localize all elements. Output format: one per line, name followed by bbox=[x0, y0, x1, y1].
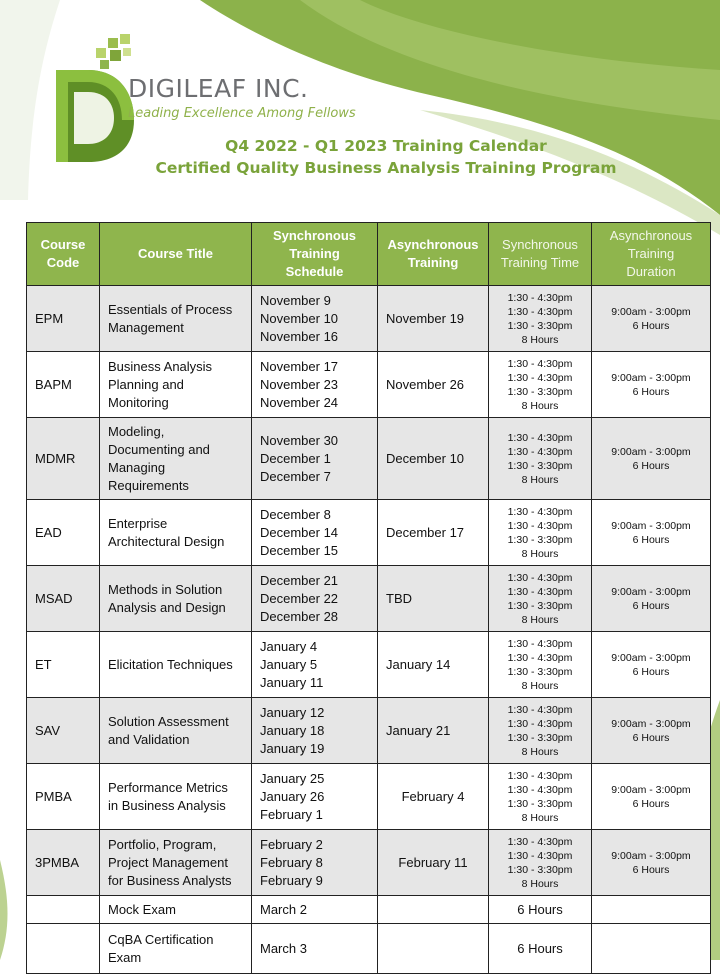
sync-time-cell bbox=[489, 566, 592, 632]
course-title-cell-text: Solution Assessment bbox=[108, 713, 229, 729]
sync-schedule-cell-text: January 12 bbox=[260, 704, 325, 720]
sync-time-cell-text: 1:30 - 4:30pm bbox=[507, 505, 573, 518]
course-title-cell-text: and Validation bbox=[108, 731, 190, 747]
async-duration-cell-text: 9:00am - 3:00pm bbox=[611, 783, 691, 796]
course-code-cell bbox=[27, 500, 100, 566]
async-duration-cell bbox=[592, 418, 711, 500]
col-header-sync-schedule bbox=[252, 223, 378, 286]
sync-schedule-cell-text: December 22 bbox=[260, 590, 339, 606]
table-row bbox=[27, 632, 711, 698]
async-duration-cell-text: 6 Hours bbox=[632, 319, 670, 332]
header-text: Training bbox=[407, 255, 459, 270]
course-code-cell bbox=[27, 896, 100, 924]
sync-time-cell-text: 1:30 - 4:30pm bbox=[507, 637, 573, 650]
sync-time-cell bbox=[489, 500, 592, 566]
course-title-cell bbox=[100, 896, 252, 924]
async-training-cell bbox=[378, 698, 489, 764]
sync-time-cell bbox=[489, 830, 592, 896]
async-training-cell-text: December 17 bbox=[386, 524, 465, 540]
course-code-cell-text: MSAD bbox=[35, 590, 73, 606]
sync-schedule-cell-text: January 5 bbox=[260, 656, 318, 672]
sync-schedule-cell-text: November 24 bbox=[260, 394, 339, 410]
sync-schedule-cell-text: January 26 bbox=[260, 788, 325, 804]
course-title-cell-text: Planning and bbox=[108, 376, 184, 392]
header-text: Synchronous bbox=[502, 237, 578, 252]
sync-time-cell-text: 1:30 - 3:30pm bbox=[507, 459, 573, 472]
col-header-async-training bbox=[378, 223, 489, 286]
col-header-async-duration bbox=[592, 223, 711, 286]
course-title-cell-text: CqBA Certification bbox=[108, 931, 214, 947]
sync-time-cell-text: 8 Hours bbox=[521, 473, 559, 486]
table-header-row bbox=[27, 223, 711, 286]
sync-time-cell bbox=[489, 286, 592, 352]
header-text: Course bbox=[40, 237, 86, 252]
async-training-cell bbox=[378, 352, 489, 418]
course-title-cell-text: Methods in Solution bbox=[108, 581, 223, 597]
table-row bbox=[27, 896, 711, 924]
course-code-cell bbox=[27, 418, 100, 500]
course-title-cell bbox=[100, 500, 252, 566]
course-title-cell bbox=[100, 418, 252, 500]
sync-time-cell-text: 1:30 - 4:30pm bbox=[507, 783, 573, 796]
sync-time-cell-text: 8 Hours bbox=[521, 811, 559, 824]
async-training-cell-text: November 19 bbox=[386, 310, 465, 326]
sync-schedule-cell bbox=[252, 352, 378, 418]
course-code-cell bbox=[27, 698, 100, 764]
async-training-cell bbox=[378, 418, 489, 500]
sync-schedule-cell-text: February 8 bbox=[260, 854, 323, 870]
col-header-course-code bbox=[27, 223, 100, 286]
header-text: Course Title bbox=[138, 246, 213, 261]
sync-time-cell-text: 1:30 - 4:30pm bbox=[507, 371, 573, 384]
async-training-cell-text: December 10 bbox=[386, 450, 465, 466]
sync-schedule-cell bbox=[252, 830, 378, 896]
sync-time-cell bbox=[489, 632, 592, 698]
course-title-cell-text: Portfolio, Program, bbox=[108, 836, 217, 852]
sync-time-cell bbox=[489, 698, 592, 764]
sync-schedule-cell bbox=[252, 764, 378, 830]
sync-time-cell-text: 1:30 - 3:30pm bbox=[507, 731, 573, 744]
sync-time-cell bbox=[489, 896, 592, 924]
async-duration-cell-text: 9:00am - 3:00pm bbox=[611, 445, 691, 458]
sync-schedule-cell-text: December 28 bbox=[260, 608, 339, 624]
course-title-cell-text: Management bbox=[108, 319, 184, 335]
async-training-cell-text: February 4 bbox=[401, 788, 465, 804]
course-code-cell bbox=[27, 286, 100, 352]
sync-schedule-cell-text: December 1 bbox=[260, 450, 331, 466]
async-duration-cell bbox=[592, 924, 711, 974]
sync-time-cell-text: 8 Hours bbox=[521, 877, 559, 890]
course-title-cell-text: Mock Exam bbox=[108, 901, 176, 917]
course-code-cell-text: EAD bbox=[35, 524, 62, 540]
course-code-cell-text: SAV bbox=[35, 722, 61, 738]
course-title-cell bbox=[100, 566, 252, 632]
header-text: Code bbox=[46, 255, 80, 270]
table-row bbox=[27, 698, 711, 764]
training-calendar-table bbox=[26, 222, 711, 974]
async-duration-cell bbox=[592, 632, 711, 698]
sync-time-cell-text: 1:30 - 3:30pm bbox=[507, 797, 573, 810]
async-training-cell bbox=[378, 764, 489, 830]
sync-schedule-cell-text: December 8 bbox=[260, 506, 331, 522]
async-training-cell bbox=[378, 286, 489, 352]
course-title-cell-text: Documenting and bbox=[108, 441, 210, 457]
course-code-cell bbox=[27, 830, 100, 896]
course-title-cell bbox=[100, 698, 252, 764]
sync-schedule-cell bbox=[252, 632, 378, 698]
async-training-cell-text: November 26 bbox=[386, 376, 465, 392]
sync-schedule-cell-text: December 14 bbox=[260, 524, 339, 540]
sync-time-cell bbox=[489, 352, 592, 418]
col-header-course-title bbox=[100, 223, 252, 286]
sync-schedule-cell-text: January 25 bbox=[260, 770, 325, 786]
course-title-cell-text: Managing bbox=[108, 459, 166, 475]
sync-schedule-cell-text: November 9 bbox=[260, 292, 331, 308]
sync-time-cell-text: 8 Hours bbox=[521, 745, 559, 758]
brand-tagline: Leading Excellence Among Fellows bbox=[128, 106, 356, 121]
async-training-cell bbox=[378, 924, 489, 974]
course-title-cell-text: Modeling, bbox=[108, 423, 165, 439]
brand-name: DIGILEAF INC. bbox=[128, 74, 309, 103]
course-code-cell bbox=[27, 632, 100, 698]
course-title-cell bbox=[100, 632, 252, 698]
sync-time-cell-text: 8 Hours bbox=[521, 613, 559, 626]
async-training-cell bbox=[378, 830, 489, 896]
sync-time-cell-text: 1:30 - 4:30pm bbox=[507, 305, 573, 318]
sync-schedule-cell-text: March 3 bbox=[260, 940, 307, 956]
sync-schedule-cell bbox=[252, 896, 378, 924]
async-duration-cell-text: 6 Hours bbox=[632, 533, 670, 546]
course-code-cell-text: PMBA bbox=[35, 788, 72, 804]
header-text: Asynchronous bbox=[609, 228, 693, 243]
course-code-cell-text: 3PMBA bbox=[35, 854, 80, 870]
page-title: Q4 2022 - Q1 2023 Training Calendar bbox=[225, 137, 547, 155]
course-title-cell-text: Essentials of Process bbox=[108, 301, 233, 317]
table-row bbox=[27, 566, 711, 632]
table-row bbox=[27, 418, 711, 500]
course-code-cell bbox=[27, 566, 100, 632]
sync-time-cell-text: 1:30 - 4:30pm bbox=[507, 717, 573, 730]
async-duration-cell bbox=[592, 896, 711, 924]
table-row bbox=[27, 764, 711, 830]
table-row bbox=[27, 500, 711, 566]
sync-schedule-cell bbox=[252, 418, 378, 500]
async-duration-cell-text: 6 Hours bbox=[632, 665, 670, 678]
table-row bbox=[27, 830, 711, 896]
async-training-cell bbox=[378, 896, 489, 924]
course-title-cell-text: Exam bbox=[108, 949, 142, 965]
course-title-cell-text: Requirements bbox=[108, 477, 189, 493]
sync-time-cell bbox=[489, 418, 592, 500]
async-duration-cell-text: 9:00am - 3:00pm bbox=[611, 371, 691, 384]
sync-schedule-cell bbox=[252, 286, 378, 352]
course-title-cell bbox=[100, 764, 252, 830]
course-title-cell-text: Monitoring bbox=[108, 394, 169, 410]
sync-schedule-cell-text: December 15 bbox=[260, 542, 339, 558]
course-code-cell bbox=[27, 352, 100, 418]
async-duration-cell bbox=[592, 698, 711, 764]
sync-time-cell-text: 6 Hours bbox=[517, 940, 563, 956]
sync-time-cell-text: 8 Hours bbox=[521, 399, 559, 412]
course-title-cell-text: Project Management bbox=[108, 854, 228, 870]
sync-time-cell-text: 1:30 - 4:30pm bbox=[507, 769, 573, 782]
sync-schedule-cell-text: January 4 bbox=[260, 638, 318, 654]
sync-time-cell-text: 1:30 - 4:30pm bbox=[507, 357, 573, 370]
async-duration-cell bbox=[592, 500, 711, 566]
sync-time-cell-text: 1:30 - 3:30pm bbox=[507, 599, 573, 612]
header-text: Training Time bbox=[500, 255, 580, 270]
sync-time-cell-text: 8 Hours bbox=[521, 547, 559, 560]
course-title-cell bbox=[100, 286, 252, 352]
async-training-cell bbox=[378, 500, 489, 566]
course-title-cell bbox=[100, 924, 252, 974]
sync-schedule-cell bbox=[252, 566, 378, 632]
sync-schedule-cell-text: January 19 bbox=[260, 740, 325, 756]
async-duration-cell-text: 9:00am - 3:00pm bbox=[611, 651, 691, 664]
sync-time-cell-text: 1:30 - 4:30pm bbox=[507, 651, 573, 664]
course-title-cell-text: Performance Metrics bbox=[108, 779, 228, 795]
sync-schedule-cell bbox=[252, 500, 378, 566]
sync-schedule-cell-text: December 7 bbox=[260, 468, 331, 484]
sync-time-cell-text: 1:30 - 4:30pm bbox=[507, 703, 573, 716]
header-text: Asynchronous bbox=[387, 237, 479, 252]
async-duration-cell bbox=[592, 286, 711, 352]
sync-schedule-cell bbox=[252, 698, 378, 764]
table-row bbox=[27, 286, 711, 352]
course-code-cell-text: ET bbox=[35, 656, 52, 672]
course-title-cell-text: in Business Analysis bbox=[108, 797, 226, 813]
course-code-cell-text: BAPM bbox=[35, 376, 72, 392]
async-duration-cell-text: 9:00am - 3:00pm bbox=[611, 519, 691, 532]
header-text: Duration bbox=[626, 264, 676, 279]
sync-time-cell-text: 1:30 - 4:30pm bbox=[507, 835, 573, 848]
sync-time-cell bbox=[489, 764, 592, 830]
async-duration-cell bbox=[592, 566, 711, 632]
sync-schedule-cell-text: February 2 bbox=[260, 836, 323, 852]
sync-time-cell-text: 1:30 - 3:30pm bbox=[507, 863, 573, 876]
course-code-cell-text: EPM bbox=[35, 310, 64, 326]
async-duration-cell-text: 9:00am - 3:00pm bbox=[611, 717, 691, 730]
sync-schedule-cell-text: January 11 bbox=[260, 674, 324, 690]
sync-schedule-cell-text: November 30 bbox=[260, 432, 339, 448]
async-duration-cell-text: 6 Hours bbox=[632, 385, 670, 398]
course-title-cell-text: Architectural Design bbox=[108, 533, 225, 549]
sync-time-cell-text: 1:30 - 4:30pm bbox=[507, 519, 573, 532]
async-duration-cell bbox=[592, 764, 711, 830]
async-duration-cell-text: 6 Hours bbox=[632, 459, 670, 472]
sync-time-cell-text: 1:30 - 4:30pm bbox=[507, 291, 573, 304]
course-title-cell-text: Elicitation Techniques bbox=[108, 656, 233, 672]
course-code-cell bbox=[27, 924, 100, 974]
course-title-cell bbox=[100, 352, 252, 418]
course-title-cell bbox=[100, 830, 252, 896]
sync-time-cell-text: 1:30 - 4:30pm bbox=[507, 431, 573, 444]
header-text: Training bbox=[627, 246, 675, 261]
async-duration-cell-text: 6 Hours bbox=[632, 797, 670, 810]
table-row bbox=[27, 924, 711, 974]
async-training-cell-text: February 11 bbox=[398, 854, 468, 870]
sync-time-cell-text: 1:30 - 4:30pm bbox=[507, 445, 573, 458]
col-header-sync-time bbox=[489, 223, 592, 286]
async-training-cell bbox=[378, 566, 489, 632]
sync-schedule-cell-text: February 1 bbox=[260, 806, 323, 822]
sync-time-cell-text: 8 Hours bbox=[521, 679, 559, 692]
sync-time-cell-text: 1:30 - 4:30pm bbox=[507, 585, 573, 598]
sync-schedule-cell-text: November 10 bbox=[260, 310, 339, 326]
sync-time-cell bbox=[489, 924, 592, 974]
sync-time-cell-text: 1:30 - 3:30pm bbox=[507, 533, 573, 546]
sync-time-cell-text: 1:30 - 4:30pm bbox=[507, 849, 573, 862]
sync-schedule-cell-text: November 23 bbox=[260, 376, 339, 392]
page-subtitle: Certified Quality Business Analysis Training Program bbox=[155, 159, 617, 177]
course-title-cell-text: Enterprise bbox=[108, 515, 168, 531]
course-title-cell-text: Analysis and Design bbox=[108, 599, 226, 615]
course-title-cell-text: for Business Analysts bbox=[108, 872, 232, 888]
async-duration-cell-text: 9:00am - 3:00pm bbox=[611, 849, 691, 862]
sync-schedule-cell-text: November 16 bbox=[260, 328, 339, 344]
course-title-cell-text: Business Analysis bbox=[108, 358, 213, 374]
sync-schedule-cell-text: March 2 bbox=[260, 901, 307, 917]
async-duration-cell-text: 6 Hours bbox=[632, 863, 670, 876]
async-duration-cell-text: 6 Hours bbox=[632, 599, 670, 612]
async-duration-cell-text: 9:00am - 3:00pm bbox=[611, 585, 691, 598]
async-training-cell bbox=[378, 632, 489, 698]
sync-time-cell-text: 6 Hours bbox=[517, 901, 563, 917]
async-duration-cell bbox=[592, 830, 711, 896]
async-training-cell-text: January 21 bbox=[386, 722, 451, 738]
header-text: Synchronous bbox=[272, 228, 357, 243]
course-code-cell-text: MDMR bbox=[35, 450, 76, 466]
sync-time-cell-text: 1:30 - 3:30pm bbox=[507, 385, 573, 398]
sync-time-cell-text: 8 Hours bbox=[521, 333, 559, 346]
sync-schedule-cell-text: December 21 bbox=[260, 572, 339, 588]
async-duration-cell bbox=[592, 352, 711, 418]
table-row bbox=[27, 352, 711, 418]
sync-schedule-cell-text: February 9 bbox=[260, 872, 323, 888]
course-code-cell bbox=[27, 764, 100, 830]
sync-time-cell-text: 1:30 - 3:30pm bbox=[507, 319, 573, 332]
sync-time-cell-text: 1:30 - 3:30pm bbox=[507, 665, 573, 678]
sync-schedule-cell bbox=[252, 924, 378, 974]
sync-schedule-cell-text: November 17 bbox=[260, 358, 339, 374]
header-text: Training Schedule bbox=[285, 246, 344, 279]
async-training-cell-text: January 14 bbox=[386, 656, 451, 672]
sync-schedule-cell-text: January 18 bbox=[260, 722, 325, 738]
async-duration-cell-text: 6 Hours bbox=[632, 731, 670, 744]
async-training-cell-text: TBD bbox=[386, 590, 412, 606]
sync-time-cell-text: 1:30 - 4:30pm bbox=[507, 571, 573, 584]
async-duration-cell-text: 9:00am - 3:00pm bbox=[611, 305, 691, 318]
